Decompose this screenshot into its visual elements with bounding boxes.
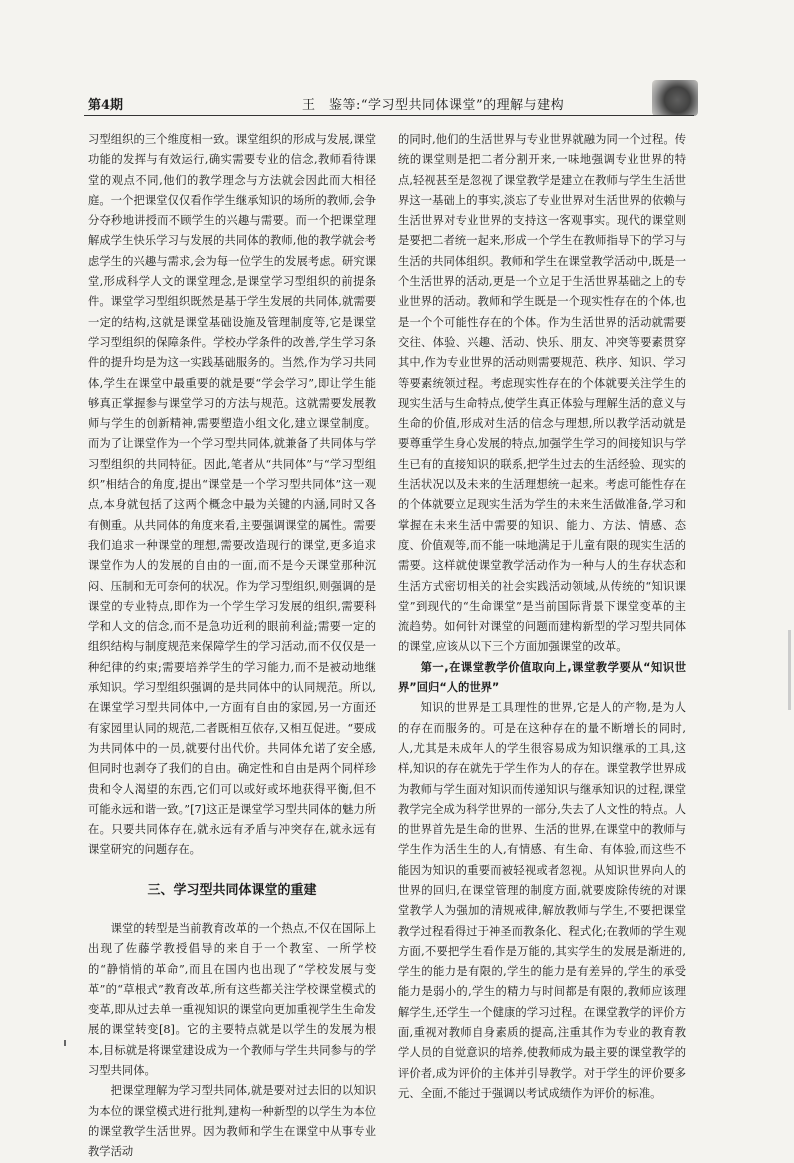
body-paragraph: 的同时,他们的生活世界与专业世界就融为同一个过程。传统的课堂则是把二者分割开来,一味地强调专业世界的特点,轻视甚至是忽视了课堂教学是建立在教师与学生生活世界这一基础上的事实,淡忘了专业世界对生活世界的依赖与生活世界对专业世界的支持这一客观事实。现代的课堂则是要把二者统一起来,形成一个学生在教师指导下的学习与生活的共同体组织。教师和学生在课堂教学活动中,既是一个生活世界的活动,更是一个立足于生活世界基础之上的专业世界的活动。教师和学生既是一个现实性存在的个体,也是一个个可能性存在的个体。作为生活世界的活动就需要交往、体验、兴趣、活动、快乐、朋友、冲突等要素贯穿其中,作为专业世界的活动则需要规范、秩序、知识、学习等要素统领过程。考虑现实性存在的个体就要关注学生的现实生活与生命特点,使学生真正体验与理解生活的意义与生命的价值,形成对生活的信念与理想,所以教学活动就是要尊重学生身心发展的特点,加强学生学习的间接知识与学生已有的直接知识的联系,把学生过去的生活经验、现实的生活状况以及未来的生活理想统一起来。考虑可能性存在的个体就要立足现实生活为学生的未来生活做准备,学习和掌握在未来生活中需要的知识、能力、方法、情感、态度、价值观等,而不能一味地满足于儿童有限的现实生活的需要。这样就使课堂教学活动作为一种与人的生存状态和生活方式密切相关的社会实践活动领域,从传统的“知识课堂”到现代的“生命课堂”是当前国际背景下课堂变革的主流趋势。如何针对课堂的问题而建构新型的学习型共同体的课堂,应该从以下三个方面加强课堂的改革。 [398,133,686,654]
body-paragraph: 知识的世界是工具理性的世界,它是人的产物,是为人的存在而服务的。可是在这种存在的量不断增长的同时,人,尤其是未成年人的学生很容易成为知识继承的工具,这样,知识的存在就先于学生作为人的存在。课堂教学世界成为教师与学生面对知识而传递知识与继承知识的过程,课堂教学完全成为科学世界的一部分,失去了人文性的特点。人的世界首先是生命的世界、生活的世界,在课堂中的教师与学生作为活生生的人,有情感、有生命、有体验,而这些不能因为知识的重要而被轻视或者忽视。从知识世界向人的世界的回归,在课堂管理的制度方面,就要废除传统的对课堂教学人为强加的清规戒律,解放教师与学生,不要把课堂教学过程看得过于神圣而教条化、程式化;在教师的学生观方面,不要把学生看作是万能的,其实学生的发展是渐进的,学生的能力是有限的,学生的能力是有差异的,学生的承受能力是弱小的,学生的精力与时间都是有限的,教师应该理解学生,还学生一个健康的学习过程。在课堂教学的评价方面,重视对教师自身素质的提高,注重其作为专业的教育教学人员的自觉意识的培养,使教师成为最主要的课堂教学的评价者,成为评价的主体并引导教学。对于学生的评价要多元、全面,不能过于强调以考试成绩作为评价的标准。 [398,701,686,1100]
right-column [398,130,686,1104]
scan-edge-shadow [788,630,791,710]
section-heading: 三、学习型共同体课堂的重建 [147,882,317,898]
running-title: 王 鉴等:“学习型共同体课堂”的理解与建构 [302,98,565,113]
header-rule [84,115,694,116]
subsection-heading: 第一,在课堂教学价值取向上,课堂教学要从“知识世界”回归“人的世界” [398,660,686,695]
issue-number: 第4期 [88,98,124,113]
body-paragraph: 把课堂理解为学习型共同体,就是要对过去旧的以知识为本位的课堂模式进行批判,建构一种新型的以学生为本位的课堂教学生活世界。因为教师和学生在课堂中从事专业教学活动 [88,1084,376,1159]
page-header [88,92,688,116]
left-column [88,130,376,1163]
body-paragraph: 课堂的转型是当前教育改革的一个热点,不仅在国际上出现了佐藤学教授倡导的来自于一个教室、一所学校的“静悄悄的革命”,而且在国内也出现了“学校发展与变革”的“草根式”教育改革,所有这些都关注学校课堂模式的变革,即从过去单一重视知识的课堂向更加重视学生生命发展的课堂转变[8]。它的主要特点就是以学生的发展为根本,目标就是将课堂建设成为一个教师与学生共同参与的学习型共同体。 [88,921,376,1078]
margin-mark [64,1040,66,1046]
body-paragraph: 习型组织的三个维度相一致。课堂组织的形成与发展,课堂功能的发挥与有效运行,确实需要专业的信念,教师看待课堂的观点不同,他们的教学理念与方法就会因此而大相径庭。一个把课堂仅仅看作学生继承知识的场所的教师,会争分夺秒地讲授而不顾学生的兴趣与需要。而一个把课堂理解成学生快乐学习与发展的共同体的教师,他的教学就会考虑学生的兴趣与需求,会为每一位学生的发展考虑。研究课堂,形成科学人文的课堂理念,是课堂学习型组织的前提条件。课堂学习型组织既然是基于学生发展的共同体,就需要一定的结构,这就是课堂基础设施及管理制度等,它是课堂学习型组织的保障条件。学校办学条件的改善,学生学习条件的提升均是为这一实践基础服务的。当然,作为学习共同体,学生在课堂中最重要的就是要“学会学习”,即让学生能够真正掌握参与课堂学习的方法与规范。这就需要发展教师与学生的创新精神,需要塑造小组文化,建立课堂制度。而为了让课堂作为一个学习型共同体,就兼备了共同体与学习型组织的共同特征。因此,笔者从“共同体”与“学习型组织”相结合的角度,提出“课堂是一个学习型共同体”这一观点,本身就包括了这两个概念中最为关键的内涵,同时又各有侧重。从共同体的角度来看,主要强调课堂的属性。需要我们追求一种课堂的理想,需要改造现行的课堂,更多追求课堂作为人的发展的自由的一面,而不是今天课堂那种沉闷、压制和无可奈何的状况。作为学习型组织,则强调的是课堂的专业特点,即作为一个学生学习发展的组织,需要科学和人文的信念,而不是急功近利的眼前利益;需要一定的组织结构与制度规范来保障学生的学习活动,而不仅仅是一种纪律的约束;需要培养学生的学习能力,而不是被动地继承知识。学习型组织强调的是共同体中的认同规范。所以,在课堂学习型共同体中,一方面有自由的家园,另一方面还有家园里认同的规范,二者既相互依存,又相互促进。“要成为共同体中的一员,就要付出代价。共同体允诺了安全感,但同时也剥夺了我们的自由。确定性和自由是两个同样珍贵和令人渴望的东西,它们可以或好或坏地获得平衡,但不可能永远和谐一致。”[7]这正是课堂学习型共同体的魅力所在。只要共同体存在,就永远有矛盾与冲突存在,就永远有课堂研究的问题存在。 [88,133,376,857]
corner-tab-mark [652,80,698,116]
